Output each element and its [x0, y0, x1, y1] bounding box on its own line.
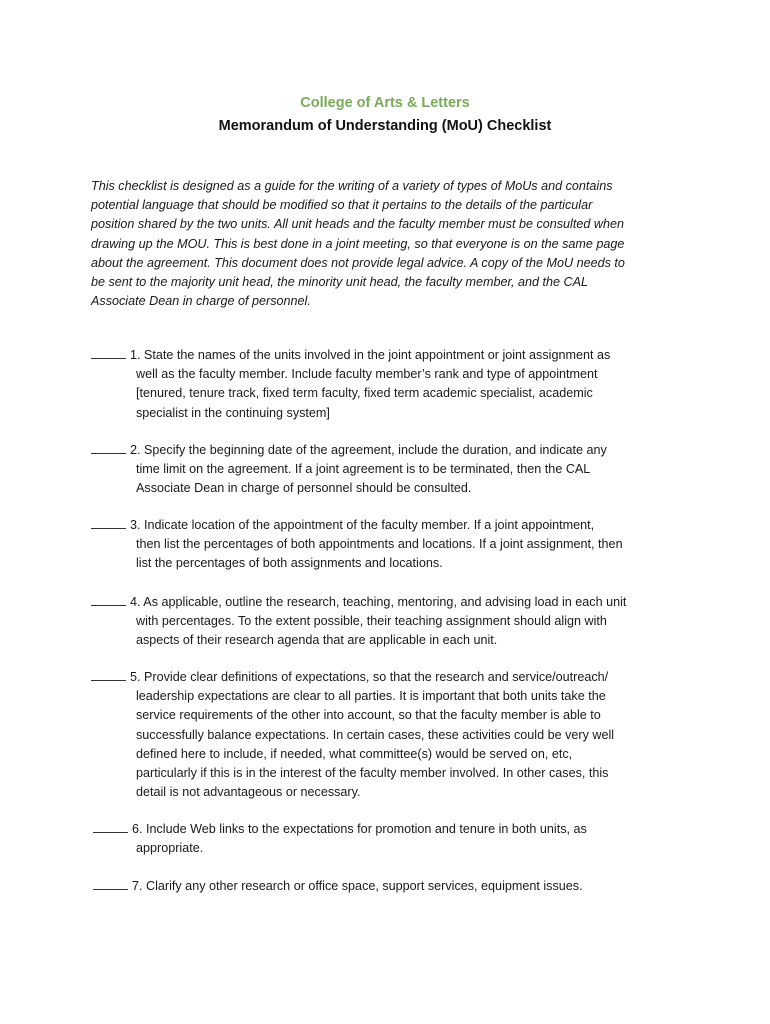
item-text: aspects of their research agenda that are applicable in each unit.: [136, 633, 498, 648]
item-text: 7. Clarify any other research or office space, support services, equipment issues.: [132, 879, 583, 893]
checkbox-blank[interactable]: [91, 346, 126, 359]
item-text: [tenured, tenure track, fixed term faculty, fixed term academic specialist, academic: [136, 386, 593, 401]
checkbox-blank[interactable]: [93, 877, 128, 890]
checklist-item-3: [91, 516, 691, 574]
item-text: specialist in the continuing system]: [136, 405, 330, 420]
item-text: successfully balance expectations. In certain cases, these activities could be very well: [136, 727, 615, 742]
item-text: 3. Indicate location of the appointment of the faculty member. If a joint appointment,: [130, 518, 595, 532]
college-name: College of Arts & Letters: [300, 95, 470, 111]
checklist-item-7: [93, 877, 693, 896]
item-text: leadership expectations are clear to all parties. It is important that both units take the: [136, 689, 606, 704]
checkbox-blank[interactable]: [91, 441, 126, 454]
item-text: appropriate.: [136, 841, 204, 856]
intro-paragraph: [91, 177, 691, 311]
checklist-item-2: [91, 441, 691, 499]
item-text: 4. As applicable, outline the research, teaching, mentoring, and advising load in each unit: [130, 595, 627, 609]
checklist-item-5: [91, 668, 691, 802]
intro-line: drawing up the MOU. This is best done in a joint meeting, so that everyone is on the same page: [91, 236, 625, 251]
intro-line: be sent to the majority unit head, the minority unit head, the faculty member, and the CAL: [91, 275, 589, 290]
item-text: 2. Specify the beginning date of the agreement, include the duration, and indicate any: [130, 443, 607, 457]
item-text: with percentages. To the extent possible, their teaching assignment should align with: [136, 614, 607, 629]
document-title: Memorandum of Understanding (MoU) Checklist: [218, 118, 552, 134]
item-text: 6. Include Web links to the expectations for promotion and tenure in both units, as: [132, 822, 587, 836]
item-text: well as the faculty member. Include faculty member’s rank and type of appointment: [136, 367, 598, 382]
item-text: list the percentages of both assignments and locations.: [136, 556, 443, 571]
item-text: Associate Dean in charge of personnel should be consulted.: [136, 481, 472, 496]
item-text: then list the percentages of both appointments and locations. If a joint assignment, then: [136, 537, 623, 552]
item-text: 1. State the names of the units involved in the joint appointment or joint assignment as: [130, 348, 611, 362]
checkbox-blank[interactable]: [91, 593, 126, 606]
item-text: particularly if this is in the interest of the faculty member involved. In other cases, this: [136, 766, 609, 781]
item-text: detail is not advantageous or necessary.: [136, 785, 361, 800]
checkbox-blank[interactable]: [91, 668, 126, 681]
checkbox-blank[interactable]: [93, 820, 128, 833]
checklist-item-1: [91, 346, 691, 423]
intro-line: This checklist is designed as a guide for the writing of a variety of types of MoUs and contains: [91, 179, 613, 193]
intro-line: about the agreement. This document does not provide legal advice. A copy of the MoU needs to: [91, 255, 625, 270]
checklist-item-4: [91, 593, 691, 651]
intro-line: potential language that should be modified so that it pertains to the details of the particular: [91, 198, 593, 213]
item-text: 5. Provide clear definitions of expectations, so that the research and service/outreach/: [130, 670, 609, 684]
item-text: defined here to include, if needed, what committee(s) would be served on, etc,: [136, 746, 573, 761]
item-text: time limit on the agreement. If a joint agreement is to be terminated, then the CAL: [136, 462, 591, 477]
checklist-item-6: [93, 820, 693, 858]
item-text: service requirements of the other into account, so that the faculty member is able to: [136, 708, 601, 723]
checkbox-blank[interactable]: [91, 516, 126, 529]
intro-line: Associate Dean in charge of personnel.: [91, 294, 311, 309]
intro-line: position shared by the two units. All unit heads and the faculty member must be consulted when: [91, 217, 624, 232]
